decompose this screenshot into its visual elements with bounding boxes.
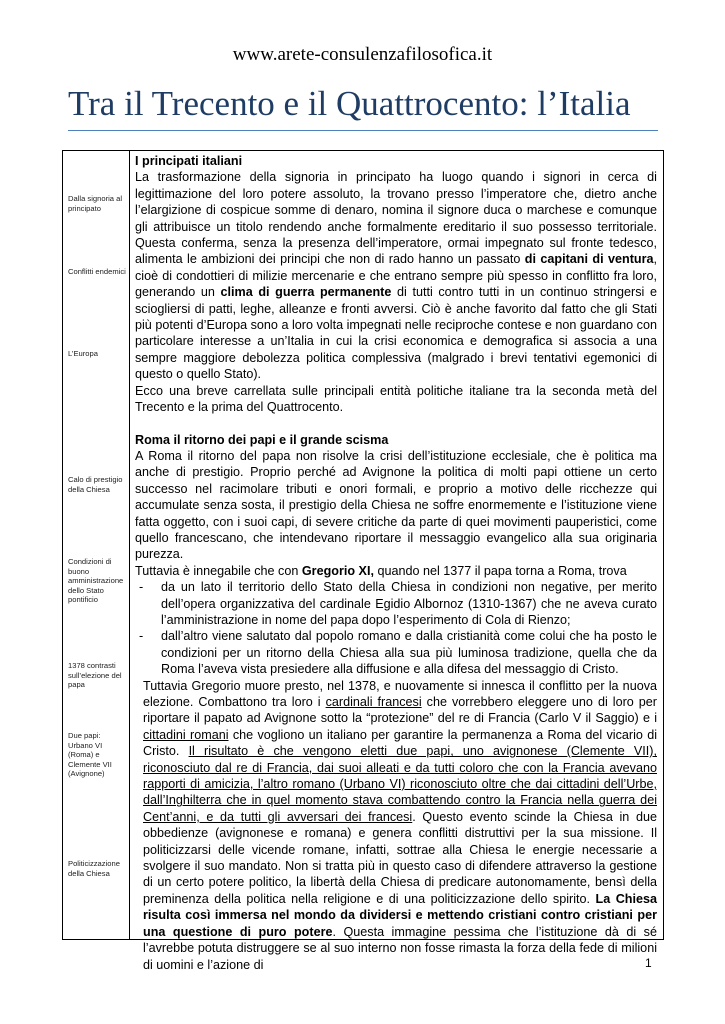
margin-note-calo-prestigio: Calo di prestigio della Chiesa — [68, 475, 123, 494]
margin-note-due-papi: Due papi: Urbano VI (Roma) e Clemente VII (Avignone) — [68, 731, 112, 779]
title-underline — [68, 130, 658, 131]
paragraph-principati: La trasformazione della signoria in principato ha luogo quando i signori in cerca di legittimazione del loro potere assoluto, la trovano presso l’imperatore che, dietro anche l’elargizione di cospicue somme di denaro, nomina il signore duca o marchese e comunque gli attribuisce un titolo rendendo anche formalmente ereditario il suo possesso territoriale. Questa conferma, senza la presenza dell’imperatore, ormai impegnato sul fronte tedesco, alimenta le ambizioni dei principi che non di rado hanno un passato di capitani di ventura, cioè di condottieri di milizie mercenarie e che entrano sempre più spesso in conflitto fra loro, generando un clima di guerra permanente di tutti contro tutti in un continuo stringersi e sciogliersi di patti, leghe, alleanze e fronti avversi. Ciò è anche favorito dal fatto che gli Stati più potenti d’Europa sono a loro volta impegnati nelle reciproche contese e non guardano con particolare interesse a un’Italia in cui la crisi economica e demografica si associa a una sempre maggiore debolezza politica complessiva (malgrado i brevi tentativi egemonici di questo o quello Stato). — [135, 170, 657, 382]
margin-note-stato-pontificio: Condizioni di buono amministrazione dello Stato pontificio — [68, 557, 124, 605]
margin-note-conflitti: Conflitti endemici — [68, 267, 126, 276]
page-title: Tra il Trecento e il Quattrocento: l’Italia — [68, 84, 631, 123]
paragraph-ritorno-papa: A Roma il ritorno del papa non risolve la crisi dell’istituzione ecclesiale, che è politica ma anche di prestigio. Proprio perché ad Avignone la politica di molti papi ottiene un certo successo nel racimolare tributi e onori formali, e proprio a motivo delle ricchezze qui accumulate senza sosta, il prestigio della Chiesa ne soffre enormemente e l’istituzione viene fatta oggetto, con i suoi capi, di severe critiche da parte di quei movimenti pauperistici, come quello francescano, che intendevano riportare il messaggio evangelico alla sua originaria purezza. — [135, 448, 657, 562]
margin-note-signoria: Dalla signoria al principato — [68, 194, 123, 213]
bullet-list — [135, 579, 657, 677]
list-item: - da un lato il territorio dello Stato della Chiesa in condizioni non negative, per merito dell’opera organizzativa del cardinale Egidio Albornoz (1310-1367) che ne aveva curato l’amministrazione in nome del papa dopo l’esperimento di Cola di Rienzo; — [135, 579, 657, 628]
paragraph-carrellata: Ecco una breve carrellata sulle principali entità politiche italiane tra la seconda metà del Trecento e la prima del Quattrocento. — [135, 383, 657, 415]
paragraph-scisma: Tuttavia Gregorio muore presto, nel 1378, e nuovamente si innesca il conflitto per la nuova elezione. Combattono tra loro i cardinali francesi che vorrebbero eleggere uno di loro per riportare il papato ad Avignone sotto la “protezione” del re di Francia (Carlo V il Saggio) e i cittadini romani che vogliono un italiano per garantire la permanenza a Roma del vicario di Cristo. Il risultato è che vengono eletti due papi, uno avignonese (Clemente VII), riconosciuto dal re di Francia, dai suoi alleati e da tutti coloro che con la Francia avevano rapporti di amicizia, l’altro romano (Urbano VI) riconosciuto oltre che dai cittadini dell’Urbe, dall’Inghilterra che in quel momento stava combattendo contro la Francia nella guerra dei Cent’anni, e da tutti gli avversari dei francesi. Questo evento scinde la Chiesa in due obbedienze (avignonese e romana) e genera conflitti distruttivi per la sua missione. Il politicizzarsi delle vicende romane, infatti, sottrae alla Chiesa le energie necessarie a svolgere il suo mandato. Non si tratta più in questo caso di difendere attraverso la gestione di un certo potere politico, la libertà della Chiesa di predicare autonomamente, bensì della preminenza della politica nella religione e di una politicizzazione dello spirito. La Chiesa risulta così immersa nel mondo da dividersi e mettendo cristiani contro cristiani per una questione di puro potere. Questa immagine pessima che l’istituzione dà di sé l’avrebbe potuta distruggere se al suo interno non fosse rimasta la forza della fede di milioni di uomini e l’azione di — [143, 678, 658, 972]
content-table — [62, 150, 664, 972]
margin-note-europa: L’Europa — [68, 349, 98, 358]
paragraph-gregorio: Tuttavia è innegabile che con Gregorio XI, quando nel 1377 il papa torna a Roma, trova — [135, 563, 627, 578]
margin-note-1378: 1378 contrasti sull’elezione del papa — [68, 661, 122, 690]
margin-note-politicizzazione: Politicizzazione della Chiesa — [68, 859, 120, 878]
list-item: - dall’altro viene salutato dal popolo romano e dalla cristianità come colui che ha posto le condizioni per un ritorno della Chiesa alla sua più luminosa tradizione, quella che da Roma l’aveva vista presiedere alla diffusione e alla difesa del messaggio di Cristo. — [135, 628, 657, 677]
site-url: www.arete-consulenzafilosofica.it — [232, 44, 493, 65]
page-number: 1 — [645, 956, 652, 970]
main-text-column — [135, 153, 657, 973]
section-heading-roma: Roma il ritorno dei papi e il grande scisma — [135, 432, 389, 447]
section-heading-principati: I principati italiani — [135, 154, 243, 168]
margin-notes-column — [63, 151, 130, 939]
